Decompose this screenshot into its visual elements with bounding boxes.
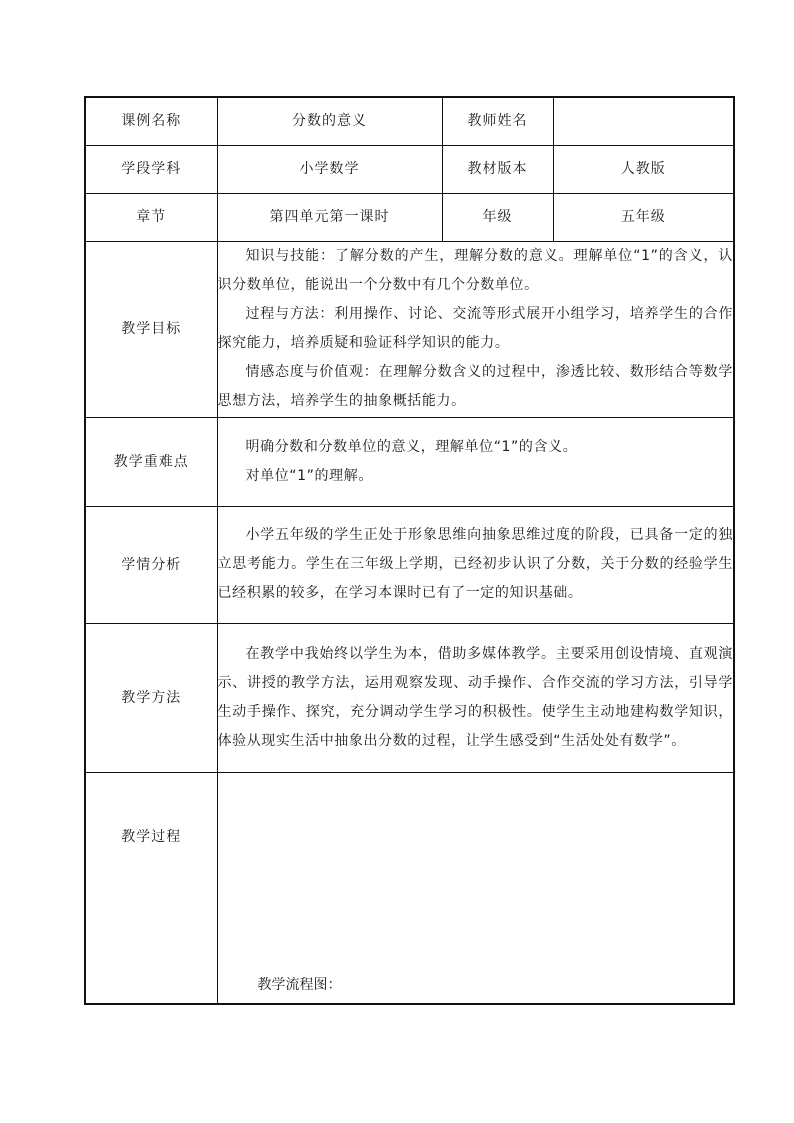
analysis-content bbox=[217, 506, 734, 623]
chapter-value: 第四单元第一课时 bbox=[217, 193, 442, 241]
flow-chart-label: 教学流程图： bbox=[257, 977, 342, 993]
row-chapter bbox=[85, 193, 734, 241]
row-lesson-name bbox=[85, 97, 734, 145]
row-analysis bbox=[85, 506, 734, 623]
stage-label: 学段学科 bbox=[85, 145, 217, 193]
lesson-plan-table bbox=[84, 96, 735, 1005]
goals-paragraph: 过程与方法：利用操作、讨论、交流等形式展开小组学习，培养学生的合作探究能力，培养质疑和验证科学知识的能力。 bbox=[217, 306, 733, 351]
goals-content bbox=[217, 241, 734, 417]
textbook-label: 教材版本 bbox=[442, 145, 553, 193]
row-goals bbox=[85, 241, 734, 417]
methods-paragraph: 在教学中我始终以学生为本，借助多媒体教学。主要采用创设情境、直观演示、讲授的教学方法，运用观察发现、动手操作、合作交流的学习方法，引导学生动手操作、探究，充分调动学生学习的积极性。使学生主动地建构数学知识，体验从现实生活中抽象出分数的过程，让学生感受到“生活处处有数学”。 bbox=[217, 645, 733, 749]
key-points-paragraph: 对单位“1”的理解。 bbox=[245, 467, 373, 484]
goals-paragraph: 知识与技能：了解分数的产生，理解分数的意义。理解单位“1”的含义，认识分数单位，能说出一个分数中有几个分数单位。 bbox=[217, 248, 733, 293]
key-points-paragraph: 明确分数和分数单位的意义，理解单位“1”的含义。 bbox=[245, 438, 578, 455]
analysis-paragraph: 小学五年级的学生正处于形象思维向抽象思维过度的阶段，已具备一定的独立思考能力。学生在三年级上学期，已经初步认识了分数，关于分数的经验学生已经积累的较多，在学习本课时已有了一定的知识基础。 bbox=[217, 527, 733, 601]
row-process bbox=[85, 772, 734, 1004]
key-points-content bbox=[217, 417, 734, 506]
grade-label: 年级 bbox=[442, 193, 553, 241]
process-content bbox=[217, 772, 734, 1004]
lesson-name-label: 课例名称 bbox=[85, 97, 217, 145]
methods-content bbox=[217, 623, 734, 772]
chapter-label: 章节 bbox=[85, 193, 217, 241]
row-methods bbox=[85, 623, 734, 772]
analysis-label: 学情分析 bbox=[85, 506, 217, 623]
stage-value: 小学数学 bbox=[217, 145, 442, 193]
textbook-value: 人教版 bbox=[553, 145, 734, 193]
key-points-label: 教学重难点 bbox=[85, 417, 217, 506]
grade-value: 五年级 bbox=[553, 193, 734, 241]
row-key-points bbox=[85, 417, 734, 506]
methods-label: 教学方法 bbox=[85, 623, 217, 772]
goals-paragraph: 情感态度与价值观：在理解分数含义的过程中，渗透比较、数形结合等数学思想方法，培养学生的抽象概括能力。 bbox=[217, 364, 733, 409]
goals-label: 教学目标 bbox=[85, 241, 217, 417]
row-stage bbox=[85, 145, 734, 193]
process-label: 教学过程 bbox=[85, 772, 217, 1004]
teacher-name-value bbox=[553, 97, 734, 145]
lesson-name-value: 分数的意义 bbox=[217, 97, 442, 145]
teacher-name-label: 教师姓名 bbox=[442, 97, 553, 145]
